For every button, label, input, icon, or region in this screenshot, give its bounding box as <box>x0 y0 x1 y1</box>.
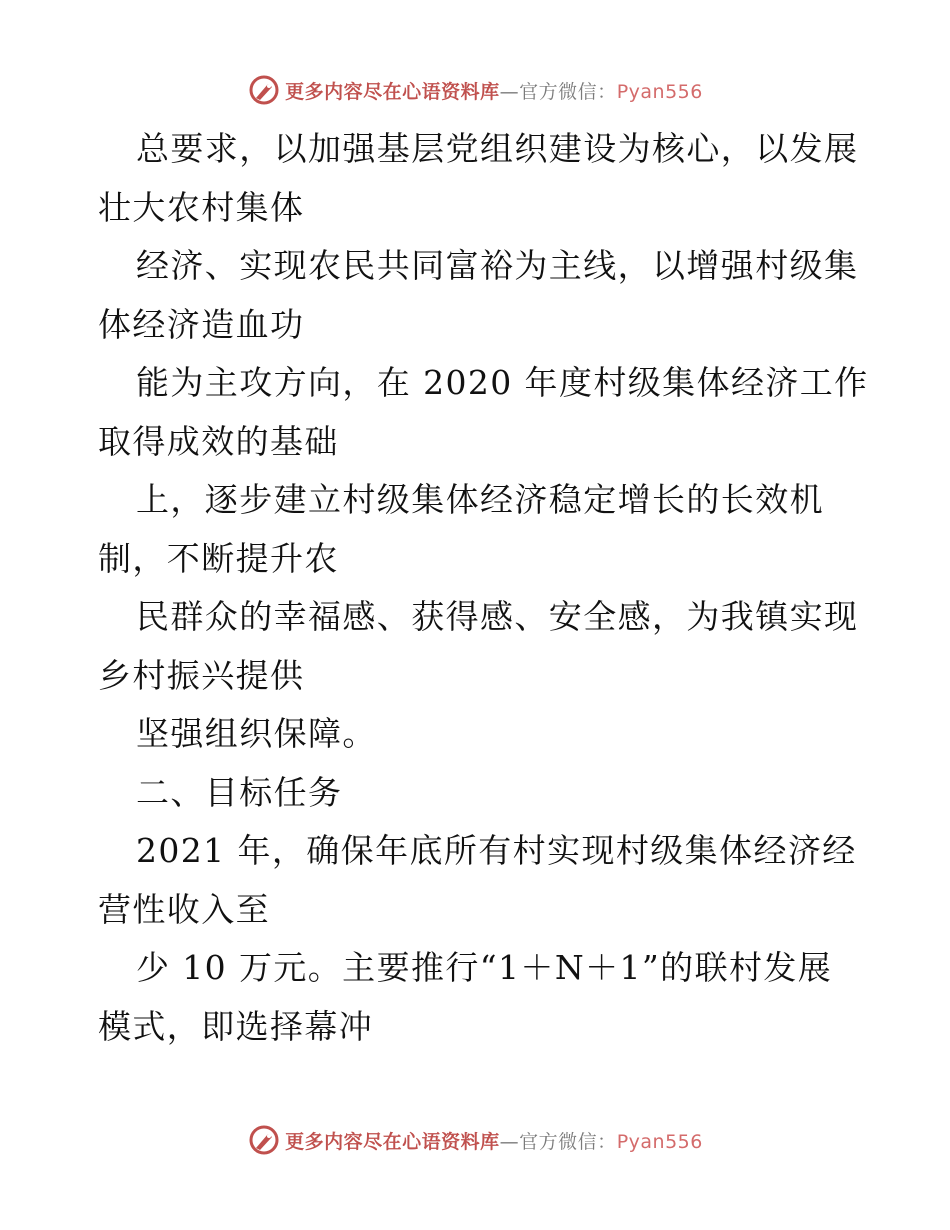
text-line: 制，不断提升农 <box>98 538 339 578</box>
text-line: 体经济造血功 <box>98 304 305 344</box>
watermark-wechat-label: 官方微信： <box>519 1130 617 1153</box>
text-line: 上，逐步建立村级集体经济稳定增长的长效机 <box>136 480 824 519</box>
header-watermark <box>0 70 950 110</box>
watermark-separator: — <box>499 1130 520 1153</box>
text-line: 能为主攻方向，在 2020 年度村级集体经济工作 <box>136 363 869 402</box>
watermark-separator: — <box>499 80 520 103</box>
footer-watermark <box>0 1120 950 1160</box>
text-line: 乡村振兴提供 <box>98 655 305 695</box>
text-line: 模式，即选择幕冲 <box>98 1006 374 1046</box>
section-heading: 二、目标任务 <box>136 772 343 812</box>
watermark-main: 更多内容尽在心语资料库 <box>285 80 500 103</box>
text-line: 总要求，以加强基层党组织建设为核心，以发展 <box>136 129 859 168</box>
watermark-wechat-id: Pyan556 <box>616 1130 703 1153</box>
text-line: 2021 年，确保年底所有村实现村级集体经济经 <box>136 831 857 870</box>
text-line: 民群众的幸福感、获得感、安全感，为我镇实现 <box>136 597 859 636</box>
watermark-wechat-label: 官方微信： <box>519 80 617 103</box>
text-line: 取得成效的基础 <box>98 421 339 461</box>
pen-nib-circle-icon <box>247 73 281 107</box>
pen-nib-circle-icon <box>247 1123 281 1157</box>
text-line: 壮大农村集体 <box>98 187 305 227</box>
text-line: 营性收入至 <box>98 889 270 929</box>
text-line: 经济、实现农民共同富裕为主线，以增强村级集 <box>136 246 859 285</box>
text-line: 坚强组织保障。 <box>136 714 377 753</box>
text-line: 少 10 万元。主要推行“1＋N＋1”的联村发展 <box>136 948 833 987</box>
watermark-wechat-id: Pyan556 <box>616 80 703 103</box>
document-body <box>98 120 869 1056</box>
watermark-main: 更多内容尽在心语资料库 <box>285 1130 500 1153</box>
